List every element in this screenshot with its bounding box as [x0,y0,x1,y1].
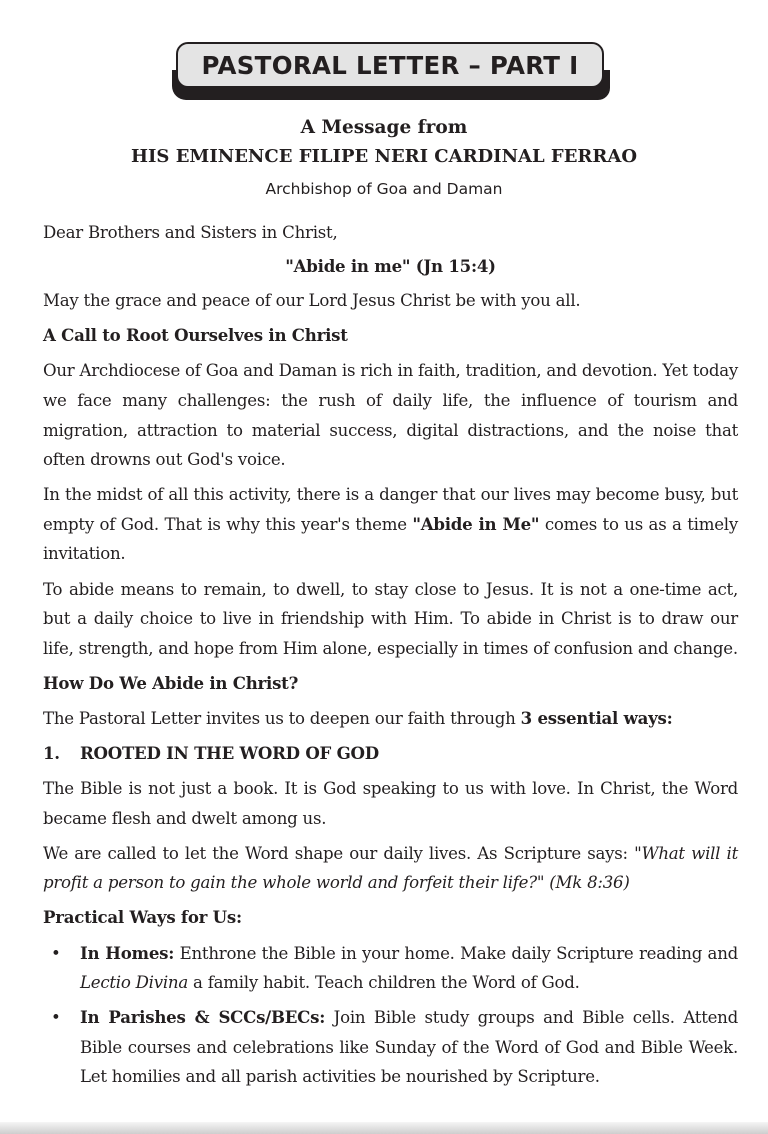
blessing: May the grace and peace of our Lord Jesus Christ be with you all. [43,291,581,311]
author-role: Archbishop of Goa and Daman [265,180,503,198]
heading-number: 1. [43,743,60,763]
bullet-label: In Homes: [80,942,175,963]
paragraph-danger [43,480,738,569]
paragraph-scripture-quote [43,839,738,898]
scripture-intro: We are called to let the Word shape our daily lives. As Scripture says: [43,843,635,863]
letter-body [43,218,738,1098]
bullet-italic: Lectio Divina [80,973,188,993]
paragraph-bible: The Bible is not just a book. It is God speaking to us with love. In Christ, the Word became flesh and dwelt among us. [43,779,738,828]
three-ways-text: The Pastoral Letter invites us to deepen our faith through [43,708,521,728]
practical-ways-list [43,939,738,1092]
paragraph-danger-end: comes to us as a timely invitation. [43,514,738,564]
paragraph-archdiocese: Our Archdiocese of Goa and Daman is rich in faith, tradition, and devotion. Yet today we face many challenges: the rush of daily life, the influence of tourism and migration, attraction to material success, digital distractions, and the noise that often drowns out God's voice. [43,361,738,470]
paragraph-danger-text: In the midst of all this activity, there is a danger that our lives may become busy, but empty of God. That is why this year's theme [43,485,738,534]
page-bottom-texture [0,1122,768,1134]
bullet-text-end: a family habit. Teach children the Word of God. [188,973,580,993]
bullet-marker: • [51,1008,61,1028]
practical-ways-heading: Practical Ways for Us: [43,907,242,928]
list-item [43,939,738,998]
greeting: Dear Brothers and Sisters in Christ, [43,223,338,242]
message-from-heading: A Message from [300,117,468,138]
banner-title: PASTORAL LETTER – PART I [176,42,604,88]
section-heading-call: A Call to Root Ourselves in Christ [43,325,348,346]
bullet-text: Enthrone the Bible in your home. Make daily Scripture reading and [174,943,739,963]
scripture-quote: "What will it profit a person to gain the whole world and forfeit their life?" (Mk 8:36) [43,843,738,893]
list-item [43,1003,738,1092]
title-banner [168,40,610,102]
bullet-marker: • [51,943,61,963]
theme-verse: "Abide in me" (Jn 15:4) [285,256,496,277]
heading-text: ROOTED IN THE WORD OF GOD [80,743,379,763]
section-heading-how: How Do We Abide in Christ? [43,672,299,693]
bullet-text: Join Bible study groups and Bible cells. Attend Bible courses and celebrations like Sunday of the Word of God and Bible Week. Let homilies and all parish activities be nourished by Scripture. [80,1008,738,1087]
paragraph-abide-meaning: To abide means to remain, to dwell, to stay close to Jesus. It is not a one-time act, but a daily choice to live in friendship with Him. To abide in Christ is to draw our life, strength, and hope from Him alone, especially in times of confusion and change. [43,579,738,658]
three-ways-bold: 3 essential ways: [520,707,673,728]
theme-phrase: "Abide in Me" [412,513,540,534]
paragraph-three-ways [43,704,738,734]
author-name: HIS EMINENCE FILIPE NERI CARDINAL FERRAO [131,146,637,167]
numbered-heading-word-of-god [43,739,738,769]
bullet-label: In Parishes & SCCs/BECs: [80,1007,326,1028]
